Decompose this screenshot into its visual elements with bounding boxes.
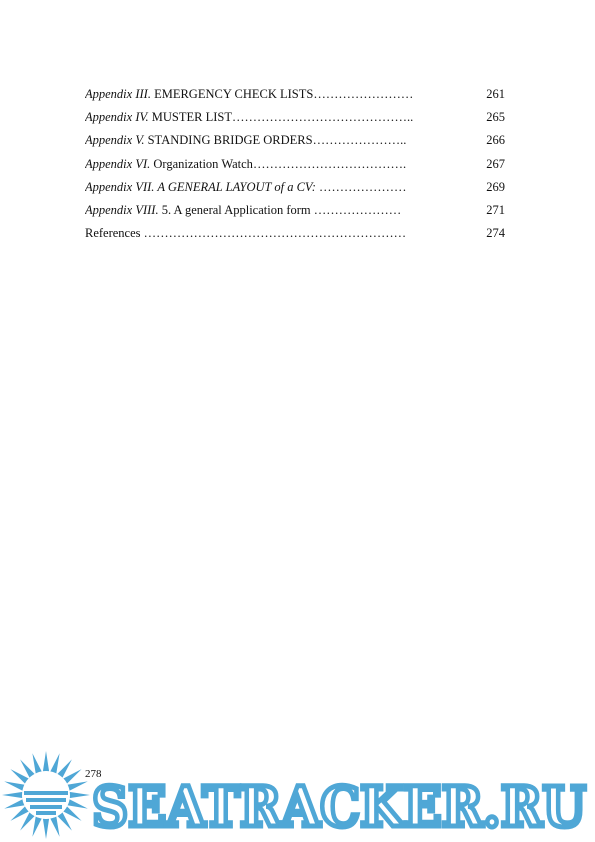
- toc-appendix-label: Appendix IV.: [85, 110, 149, 125]
- toc-leader-dots: ………………………………………………………: [143, 226, 407, 241]
- toc-appendix-label: Appendix VIII.: [85, 202, 159, 217]
- toc-title: A GENERAL LAYOUT of a CV:: [154, 179, 320, 194]
- toc-row[interactable]: [85, 87, 505, 110]
- toc-entry: [85, 157, 462, 172]
- toc-title: MUSTER LIST: [148, 110, 232, 125]
- toc-page-number: 267: [486, 156, 505, 171]
- toc-title: EMERGENCY CHECK LISTS: [150, 87, 314, 101]
- toc-leader-dots: …………………: [313, 202, 402, 217]
- toc-title: References: [85, 226, 144, 241]
- table-of-contents: [85, 87, 505, 249]
- watermark-text: SEATRACKER.RU: [92, 774, 586, 839]
- toc-entry: [85, 133, 462, 148]
- toc-entry: [85, 226, 462, 241]
- toc-leader-dots: ……………………………………..: [232, 110, 414, 125]
- toc-title: STANDING BRIDGE ORDERS: [144, 133, 313, 148]
- toc-appendix-label: Appendix VI.: [85, 156, 151, 171]
- toc-row[interactable]: [85, 180, 505, 203]
- seatracker-watermark: [0, 748, 595, 842]
- toc-page-number: 265: [486, 110, 505, 125]
- toc-entry: [85, 180, 462, 195]
- toc-appendix-label: Appendix V.: [85, 133, 145, 148]
- toc-page-number: 271: [486, 202, 505, 217]
- sun-logo-icon: [2, 751, 90, 839]
- toc-appendix-label: Appendix III.: [85, 87, 151, 101]
- toc-leader-dots: ……………………: [313, 87, 414, 101]
- toc-entry: [85, 110, 462, 125]
- toc-row[interactable]: [85, 157, 505, 180]
- toc-page-number: 274: [486, 226, 505, 241]
- toc-title: Organization Watch: [150, 156, 253, 171]
- toc-page-number: 261: [486, 87, 505, 101]
- toc-appendix-label: Appendix VII.: [85, 179, 155, 194]
- toc-row[interactable]: [85, 226, 505, 249]
- toc-page-number: 266: [486, 133, 505, 148]
- toc-row[interactable]: [85, 203, 505, 226]
- toc-leader-dots: …………………: [319, 179, 407, 194]
- toc-row[interactable]: [85, 110, 505, 133]
- toc-page-number: 269: [486, 179, 505, 194]
- toc-title: 5. A general Application form: [158, 202, 314, 217]
- toc-entry: [85, 203, 462, 218]
- toc-row[interactable]: [85, 133, 505, 156]
- toc-leader-dots: …………………..: [312, 133, 407, 148]
- toc-leader-dots: ……………………………….: [252, 156, 407, 171]
- page-number: 278: [85, 768, 102, 780]
- toc-entry: [85, 87, 462, 102]
